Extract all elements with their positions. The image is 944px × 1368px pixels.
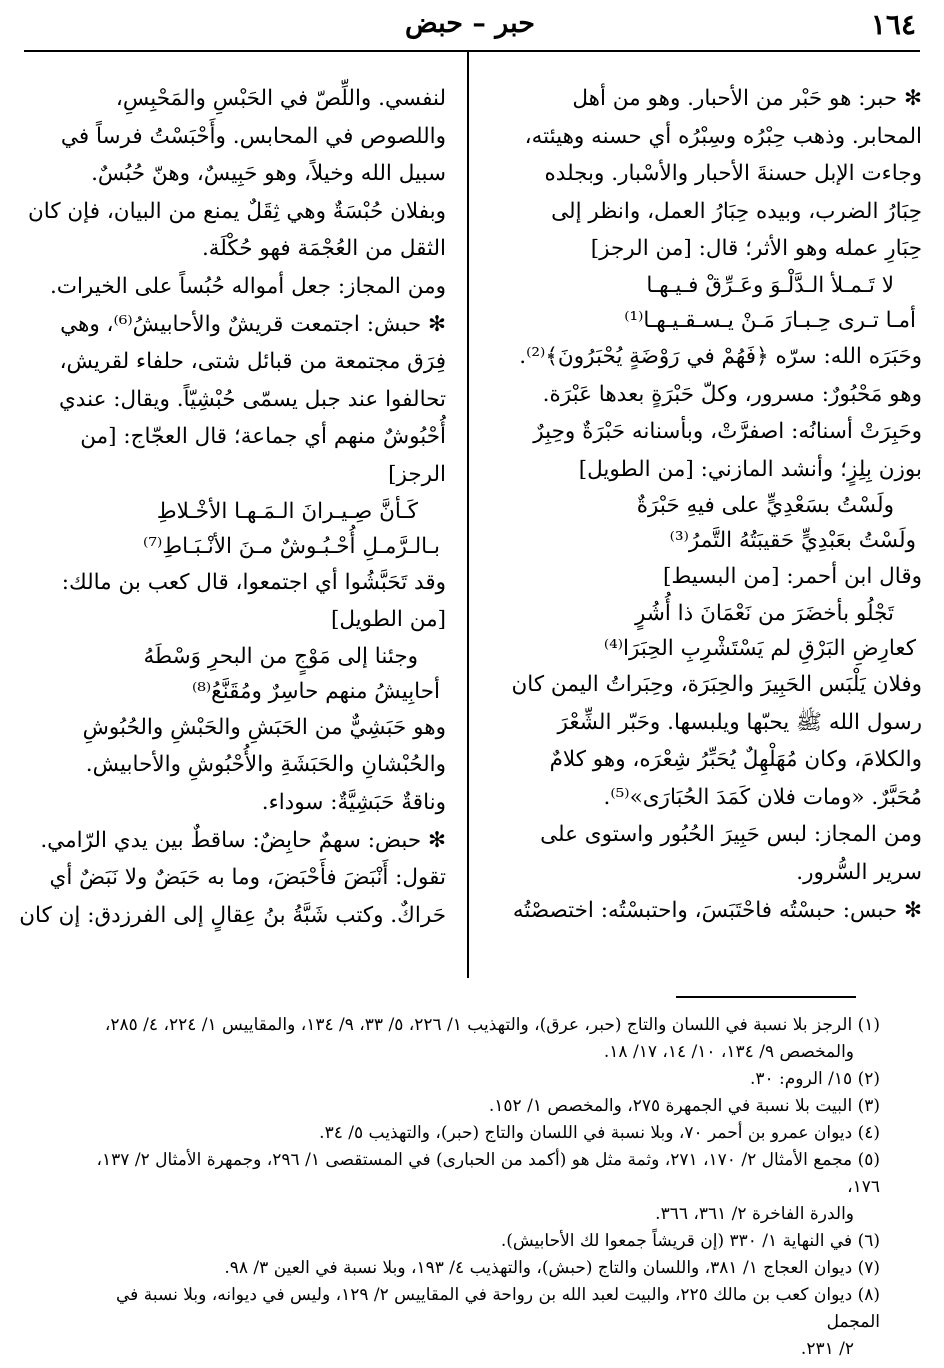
footnote-2: (٢) ١٥/ الروم: ٣٠. <box>749 1069 880 1089</box>
text-line: وقد تَحَبَّشُوا أي اجتمعوا، قال كعب بن مالك: <box>61 569 446 595</box>
verse-line: وجئنا إلى مَوْجٍ من البحرِ وَسْطَهُ <box>143 643 418 669</box>
text-line: ✻ حبر: هو حَبْر من الأحبار. وهو من أهل <box>572 86 922 111</box>
text-line: سرير السُّرور. <box>796 859 922 885</box>
text-line: وحَبَرَه الله: سرّه ﴿فَهُمْ في رَوْضَةٍ يُحْبَرُونَ﴾⁽²⁾. <box>519 343 922 369</box>
footnote-7: (٧) ديوان العجاج ١/ ٣٨١، واللسان والتاج (حبش)، والتهذيب ٤/ ١٩٣، وبلا نسبة في العين ٣/ ٩٨. <box>224 1258 880 1278</box>
verse-line: ولَسْتُ بعَبْدِيٍّ حَقيبَتُهُ التَّمرُ⁽³⁾ <box>669 528 916 554</box>
text-line: واللصوص في المحابس. وأَحْبَسْتُ فرساً في <box>60 123 446 149</box>
footnote-8: (٨) ديوان كعب بن مالك ٢٢٥، والبيت لعبد الله بن رواحة في المقاييس ٢/ ١٢٩، وليس في ديوانه، وبلا نسبة في المجمل <box>116 1285 880 1332</box>
right-column <box>494 80 922 929</box>
text-line: حِبَارُ الضرب، وبيده حِبَارُ العمل، وانظر إلى <box>551 198 922 224</box>
text-line: المحابر. وذهب حِبْرُه وسِبْرُه أي حسنه وهيئته، <box>524 123 922 149</box>
text-line: وبفلان حُبْسَةٌ وهي ثِقَلٌ يمنع من البيان، فإن كان <box>27 198 446 224</box>
footnote-4: (٤) ديوان عمرو بن أحمر ٧٠، وبلا نسبة في اللسان والتاج (حبر)، والتهذيب ٥/ ٣٤. <box>319 1123 880 1143</box>
left-column <box>18 80 446 934</box>
text-line: مُحَبَّرٌ. «ومات فلان كَمَدَ الحُبَارَى»⁽⁵⁾. <box>603 784 922 810</box>
text-line: وهو مَحْبُورٌ: مسرور، وكلّ حَبْرَةٍ بعدها عَبْرَة. <box>542 381 922 407</box>
footnote-3: (٣) البيت بلا نسبة في الجمهرة ٢٧٥، والمخصص ١/ ١٥٢. <box>488 1096 880 1116</box>
text-line: ومن المجاز: جعل أمواله حُبُساً على الخيرات. <box>49 273 446 299</box>
text-line: [من الطويل] <box>330 607 446 633</box>
footnote-6: (٦) في النهاية ١/ ٣٣٠ (إن قريشاً جمعوا لك الأحابيش). <box>500 1231 880 1251</box>
text-line: ✻ حبض: سهمٌ حابِضٌ: ساقطٌ بين يدي الرّامي. <box>40 827 446 853</box>
footnote-rule <box>676 996 856 998</box>
text-line: وحَبِرَتْ أسنانُه: اصفرَّتْ، وبأسنانه حَبْرَةٌ وحِبِرٌ <box>533 419 922 445</box>
text-line: أُحْبُوشٌ منهم أي جماعة؛ قال العجّاج: [من <box>80 424 446 450</box>
text-line: وفلان يَلْبَس الحَبِيرَ والحِبَرَة، وحِبَراتُ اليمن كان <box>511 671 922 697</box>
text-line: حِبَارِ عمله وهو الأثر؛ قال: [من الرجز] <box>590 236 922 262</box>
text-line: وقال ابن أحمر: [من البسيط] <box>662 564 922 590</box>
verse-line: أحابِيشُ منهم حاسِرٌ ومُقَنَّعُ⁽⁸⁾ <box>191 678 440 704</box>
text-line: وهو حَبَشِيٌّ من الحَبَشِ والحَبْشِ والحُبُوشِ <box>82 714 446 740</box>
verse-line: أمـا تـرى حِـبـارَ مَـنْ يـسـقـيـهـا⁽¹⁾ <box>624 307 916 333</box>
verse-line: كَـأنَّ صِـيـرانَ الـمَـهـا الأخْـلاطِ <box>156 498 418 524</box>
text-line: وناقةٌ حَبَشِيَّةٌ: سوداء. <box>261 789 446 815</box>
text-line: حَراكٌ. وكتب شَبَّةُ بنُ عِقالٍ إلى الفرزدق: إن كان <box>19 902 446 928</box>
text-line: والحُبْشانِ والحَبَشَةِ والأُحْبُوشِ والأحابيش. <box>85 752 446 778</box>
text-line: والكلامَ، وكان مُهَلْهِلٌ يُحَبِّرُ شِعْرَه، وهو كلامٌ <box>549 747 922 773</box>
text-line: الرجز] <box>388 461 446 487</box>
verse-line: كعارِضِ البَرْقِ لم يَسْتَشْرِبِ الحِبَرَا⁽⁴⁾ <box>603 635 916 661</box>
text-line: تحالفوا عند جبل يسمّى حُبْشِيّاً. ويقال: عندي <box>58 386 446 412</box>
text-line: الثقل من العُجْمَة فهو حُكْلَة. <box>201 236 446 262</box>
footnote-5: (٥) مجمع الأمثال ٢/ ١٧٠، ٢٧١، وثمة مثل هو (أكمد من الحبارى) في المستقصى ١/ ٢٩٦، وجمهرة الأمثال ٢/ ١٣٧، ١٧٦، <box>96 1150 880 1197</box>
footnote-1-continued: والمخصص ٩/ ١٣٤، ١٠/ ١٤، ١٧/ ١٨. <box>603 1042 854 1062</box>
text-line: ✻ حبس: حبسْتُه فاحْتَبَسَ، واحتبسْتُه: اختصصْتُه <box>512 897 922 923</box>
footnote-1: (١) الرجز بلا نسبة في اللسان والتاج (حبر، عرق)، والتهذيب ١/ ٢٢٦، ٥/ ٣٣، ٩/ ١٣٤، والمقاييس ١/ ٢٢٤، ٤/ ٢٨٥، <box>104 1015 880 1035</box>
text-line: بوزن بِلِزٍ؛ وأنشد المازني: [من الطويل] <box>578 456 922 482</box>
header-rule <box>24 50 920 52</box>
text-line: رسول الله ﷺ يحبّها ويلبسها. وحَبّر الشِّعْرَ <box>557 709 922 735</box>
verse-line: بـالـرَّمـلِ أُحْـبُـوشٌ مـنَ الأنْـبَـاطِ⁽⁷⁾ <box>143 533 440 559</box>
verse-line: لا تَـمـلأ الـدَّلْـوَ وعَـرِّقْ فـيـهـا <box>646 272 894 298</box>
verse-line: ولَسْتُ بسَعْدِيٍّ على فيهِ حَبْرَةٌ <box>636 493 894 519</box>
footnote-8-continued: ٢/ ٢٣١. <box>800 1339 854 1359</box>
running-title: حبر – حبض <box>405 8 535 39</box>
text-line: سبيل الله وخيلاً، وهو حَبِيسٌ، وهنّ حُبُسٌ. <box>91 161 446 187</box>
text-line: تقول: أَنْبَضَ فأَحْبَضَ، وما به حَبَضٌ ولا نَبَضٌ أي <box>49 865 446 891</box>
column-divider <box>467 52 469 978</box>
text-line: فِرَق مجتمعة من قبائل شتى، حلفاء لقريش، <box>59 349 446 375</box>
text-line: لنفسي. واللِّصّ في الحَبْسِ والمَحْبِسِ، <box>115 86 446 111</box>
page-header <box>24 8 916 46</box>
footnote-5-continued: والدرة الفاخرة ٢/ ٣٦١، ٣٦٦. <box>655 1204 854 1224</box>
page-number: ١٦٤ <box>870 8 916 41</box>
text-line: ومن المجاز: لبس حَبِيرَ الحُبُور واستوى على <box>540 822 922 848</box>
verse-line: تَجْلُو بأخضَرَ من نَعْمَانَ ذا أُشُرٍ <box>635 600 894 626</box>
footnotes <box>62 1012 880 1363</box>
text-line: وجاءت الإبل حسنةَ الأحبار والأسْبار. وبجلده <box>544 161 922 187</box>
text-line: ✻ حبش: اجتمعت قريشٌ والأحابيشُ⁽⁶⁾، وهي <box>60 311 446 337</box>
